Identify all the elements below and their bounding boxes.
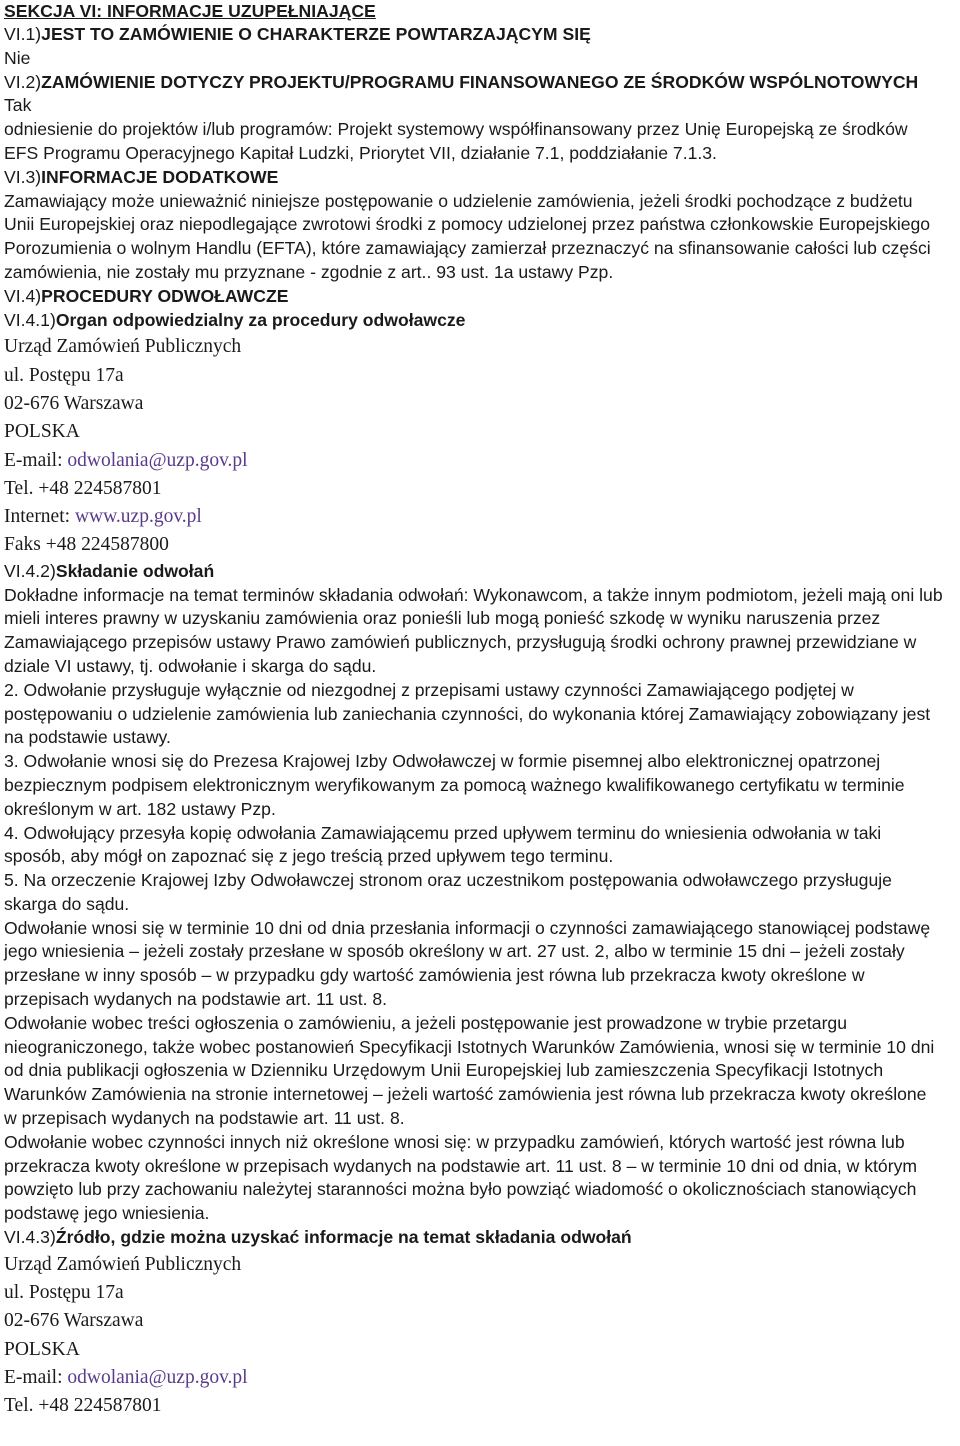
email-link[interactable]: odwolania@uzp.gov.pl [67, 1367, 248, 1389]
vi41-title: Organ odpowiedzialny za procedury odwoławcze [55, 309, 466, 330]
vi42-title: Składanie odwołań [55, 560, 215, 581]
address-internet-row [4, 503, 944, 531]
vi1-title: JEST TO ZAMÓWIENIE O CHARAKTERZE POWTARZAJĄCYM SIĘ [41, 24, 591, 44]
vi42-paragraph: Odwołanie wnosi się w terminie 10 dni od dnia przesłania informacji o czynności zamawiającego stanowiącej podstawę jego wniesienia – jeżeli zostały przesłane w sposób określony w art. 27 ust. 2, albo w terminie 15 dni – jeżeli zostały przesłane w inny sposób – w przypadku gdy wartość zamówienia jest równa lub przekracza kwoty określone w przepisach wydanych na podstawie art. 11 ust. 8. [4, 917, 931, 1010]
vi2-heading [4, 71, 944, 95]
vi43-heading [4, 1226, 944, 1250]
vi2-number: VI.2) [4, 71, 42, 92]
vi42-heading [4, 560, 944, 584]
vi43-title: Źródło, gdzie można uzyskać informacje na temat składania odwołań [55, 1227, 632, 1248]
vi42-number: VI.4.2) [4, 560, 56, 581]
vi42-paragraph: 3. Odwołanie wnosi się do Prezesa Krajowej Izby Odwoławczej w formie pisemnej albo elektronicznej opatrzonej bezpiecznym podpisem elektronicznym weryfikowanym za pomocą ważnego kwalifikowanego certyfikatu w terminie określonym w art. 182 ustawy Pzp. [4, 751, 905, 819]
vi41-address [4, 333, 944, 559]
vi43-number: VI.4.3) [4, 1227, 56, 1248]
address-street: ul. Postępu 17a [4, 364, 124, 386]
internet-label: Internet: [4, 506, 75, 528]
address-name: Urząd Zamówień Publicznych [4, 1253, 242, 1275]
email-link[interactable]: odwolania@uzp.gov.pl [67, 449, 248, 471]
address-name: Urząd Zamówień Publicznych [4, 336, 242, 358]
address-email-row [4, 447, 944, 475]
vi2-text: odniesienie do projektów i/lub programów: Projekt systemowy współfinansowany przez Unię Europejską ze środków EFS Programu Operacyjnego Kapitał Ludzki, Priorytet VII, działanie 7.1, poddziałanie 7.1.3. [4, 119, 908, 163]
section-title: SEKCJA VI: INFORMACJE UZUPEŁNIAJĄCE [4, 1, 376, 21]
vi42-paragraph: 4. Odwołujący przesyła kopię odwołania Zamawiającemu przed upływem terminu do wniesienia odwołania w taki sposób, aby mógł on zapoznać się z jego treścią przed upływem tego terminu. [4, 822, 882, 867]
address-fax: Faks +48 224587800 [4, 534, 169, 556]
address-email-row [4, 1364, 944, 1392]
address-city: 02-676 Warszawa [4, 1310, 144, 1332]
address-city: 02-676 Warszawa [4, 392, 144, 414]
internet-link[interactable]: www.uzp.gov.pl [74, 506, 202, 528]
vi42-paragraph: 2. Odwołanie przysługuje wyłącznie od niezgodnej z przepisami ustawy czynności Zamawiającego podjętej w postępowaniu o udzielenie zamówienia lub zaniechania czynności, do wykonania której Zamawiający zobowiązany jest na podstawie ustawy. [4, 679, 931, 748]
address-country: POLSKA [4, 1338, 80, 1360]
vi42-paragraph: Odwołanie wobec czynności innych niż określone wnosi się: w przypadku zamówień, których wartość jest równa lub przekracza kwoty określone w przepisach wydanych na podstawie art. 11 ust. 8 – w terminie 10 dni od dnia, w którym powzięto lub przy zachowaniu należytej staranności można było powziąć wiadomość o okolicznościach stanowiących podstawę jego wniesienia. [4, 1131, 918, 1224]
address-tel: Tel. +48 224587801 [4, 477, 162, 499]
email-label: E-mail: [4, 449, 68, 471]
vi42-paragraph: Dokładne informacje na temat terminów składania odwołań: Wykonawcom, a także innym podmiotom, jeżeli mają oni lub mieli interes prawny w uzyskaniu zamówienia oraz ponieśli lub mogą ponieść szkodę w wyniku naruszenia przez Zamawiającego przepisów ustawy Prawo zamówień publicznych, przysługują środki ochrony prawnej przewidziane w dziale VI ustawy, tj. odwołanie i skarga do sądu. [4, 584, 943, 676]
vi42-paragraph: Odwołanie wobec treści ogłoszenia o zamówieniu, a jeżeli postępowanie jest prowadzone w trybie przetargu nieograniczonego, także wobec postanowień Specyfikacji Istotnych Warunków Zamówienia, wnosi się w terminie 10 dni od dnia publikacji ogłoszenia w Dzienniku Urzędowym Unii Europejskiej lub zamieszczenia Specyfikacji Istotnych Warunków Zamówienia na stronie internetowej – jeżeli wartość zamówienia jest równa lub przekracza kwoty określone w przepisach wydanych na podstawie art. 11 ust. 8. [4, 1012, 935, 1129]
vi42-paragraph: 5. Na orzeczenie Krajowej Izby Odwoławczej stronom oraz uczestnikom postępowania odwoławczego przysługuje skarga do sądu. [4, 870, 892, 914]
vi3-title: INFORMACJE DODATKOWE [41, 166, 279, 187]
vi1-number: VI.1) [4, 24, 42, 44]
vi2-title: ZAMÓWIENIE DOTYCZY PROJEKTU/PROGRAMU FINANSOWANEGO ZE ŚRODKÓW WSPÓLNOTOWYCH [41, 71, 919, 92]
vi4-number: VI.4) [4, 285, 42, 306]
vi3-heading [4, 166, 944, 190]
vi1-value: Nie [4, 47, 31, 68]
vi3-text: Zamawiający może unieważnić niniejsze postępowanie o udzielenie zamówienia, jeżeli środki pochodzące z budżetu Unii Europejskiej oraz niepodlegające zwrotowi środki z pomocy udzielonej przez państwa członkowskie Europejskiego Porozumienia o wolnym Handlu (EFTA), które zamawiający zamierzał przeznaczyć na sfinansowanie całości lub części zamówienia, nie zostały mu przyznane - zgodnie z art.. 93 ust. 1a ustawy Pzp. [4, 190, 931, 282]
vi4-title: PROCEDURY ODWOŁAWCZE [41, 285, 289, 306]
vi43-address [4, 1251, 944, 1421]
vi41-heading [4, 309, 944, 333]
vi1-heading [4, 23, 944, 47]
email-label: E-mail: [4, 1367, 68, 1389]
address-country: POLSKA [4, 421, 80, 443]
address-street: ul. Postępu 17a [4, 1282, 124, 1304]
vi41-number: VI.4.1) [4, 309, 56, 330]
vi4-heading [4, 285, 944, 309]
vi3-number: VI.3) [4, 166, 42, 187]
vi2-value: Tak [4, 95, 32, 116]
address-tel: Tel. +48 224587801 [4, 1395, 162, 1417]
